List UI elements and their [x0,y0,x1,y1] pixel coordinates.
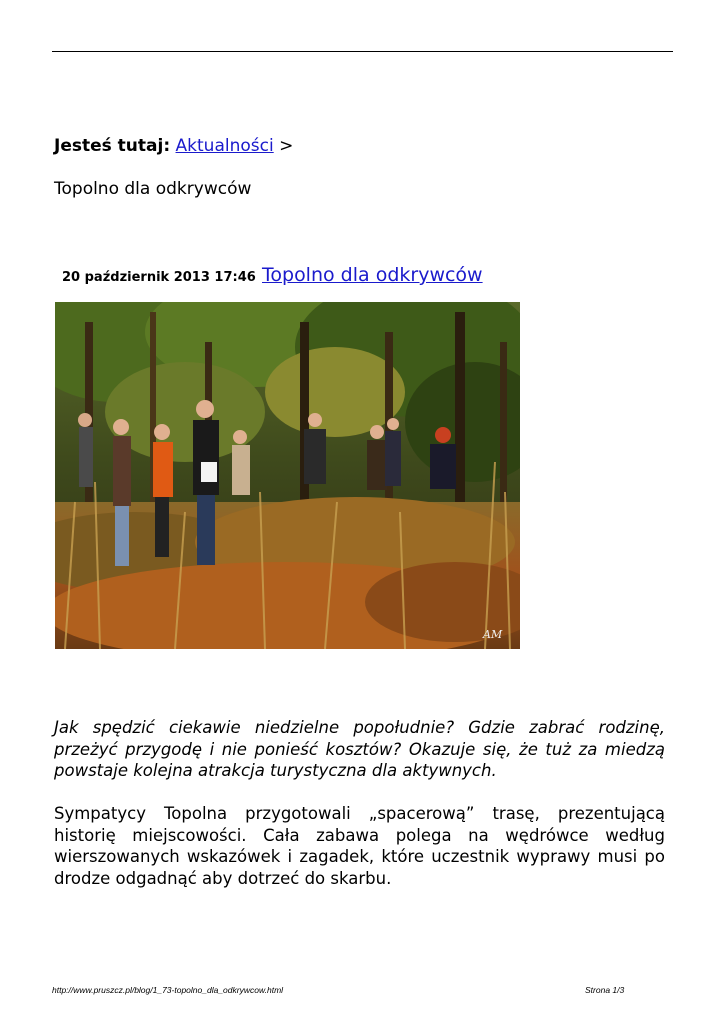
breadcrumb-label: Jesteś tutaj: [54,136,171,156]
breadcrumb [54,136,293,156]
page-title: Topolno dla odkrywców [54,179,252,199]
photo-signature: AM [483,628,503,641]
footer-page-number: Strona 1/3 [585,985,625,995]
footer-url: http://www.pruszcz.pl/blog/1_73-topolno_dla_odkrywcow.html [52,985,284,995]
article-paragraph: Sympatycy Topolna przygotowali „spacerową” trasę, prezentującą historię miejscowości. Cała zabawa polega na wędrówce według wierszowanych wskazówek i zagadek, które uczestnik wyprawy musi po drodze odgadnąć aby dotrzeć do skarbu. [54,804,665,888]
article-lead: Jak spędzić ciekawie niedzielne popołudnie? Gdzie zabrać rodzinę, przeżyć przygodę i nie ponieść kosztów? Okazuje się, że tuż za miedzą powstaje kolejna atrakcja turystyczna dla aktywnych. [54,718,665,780]
breadcrumb-link-news[interactable]: Aktualności [175,136,274,156]
article-title-link[interactable]: Topolno dla odkrywców [262,264,483,286]
header-rule [52,51,673,52]
breadcrumb-separator: > [279,136,294,156]
article-date: 20 październik 2013 17:46 [62,270,256,285]
article-photo [55,302,520,649]
